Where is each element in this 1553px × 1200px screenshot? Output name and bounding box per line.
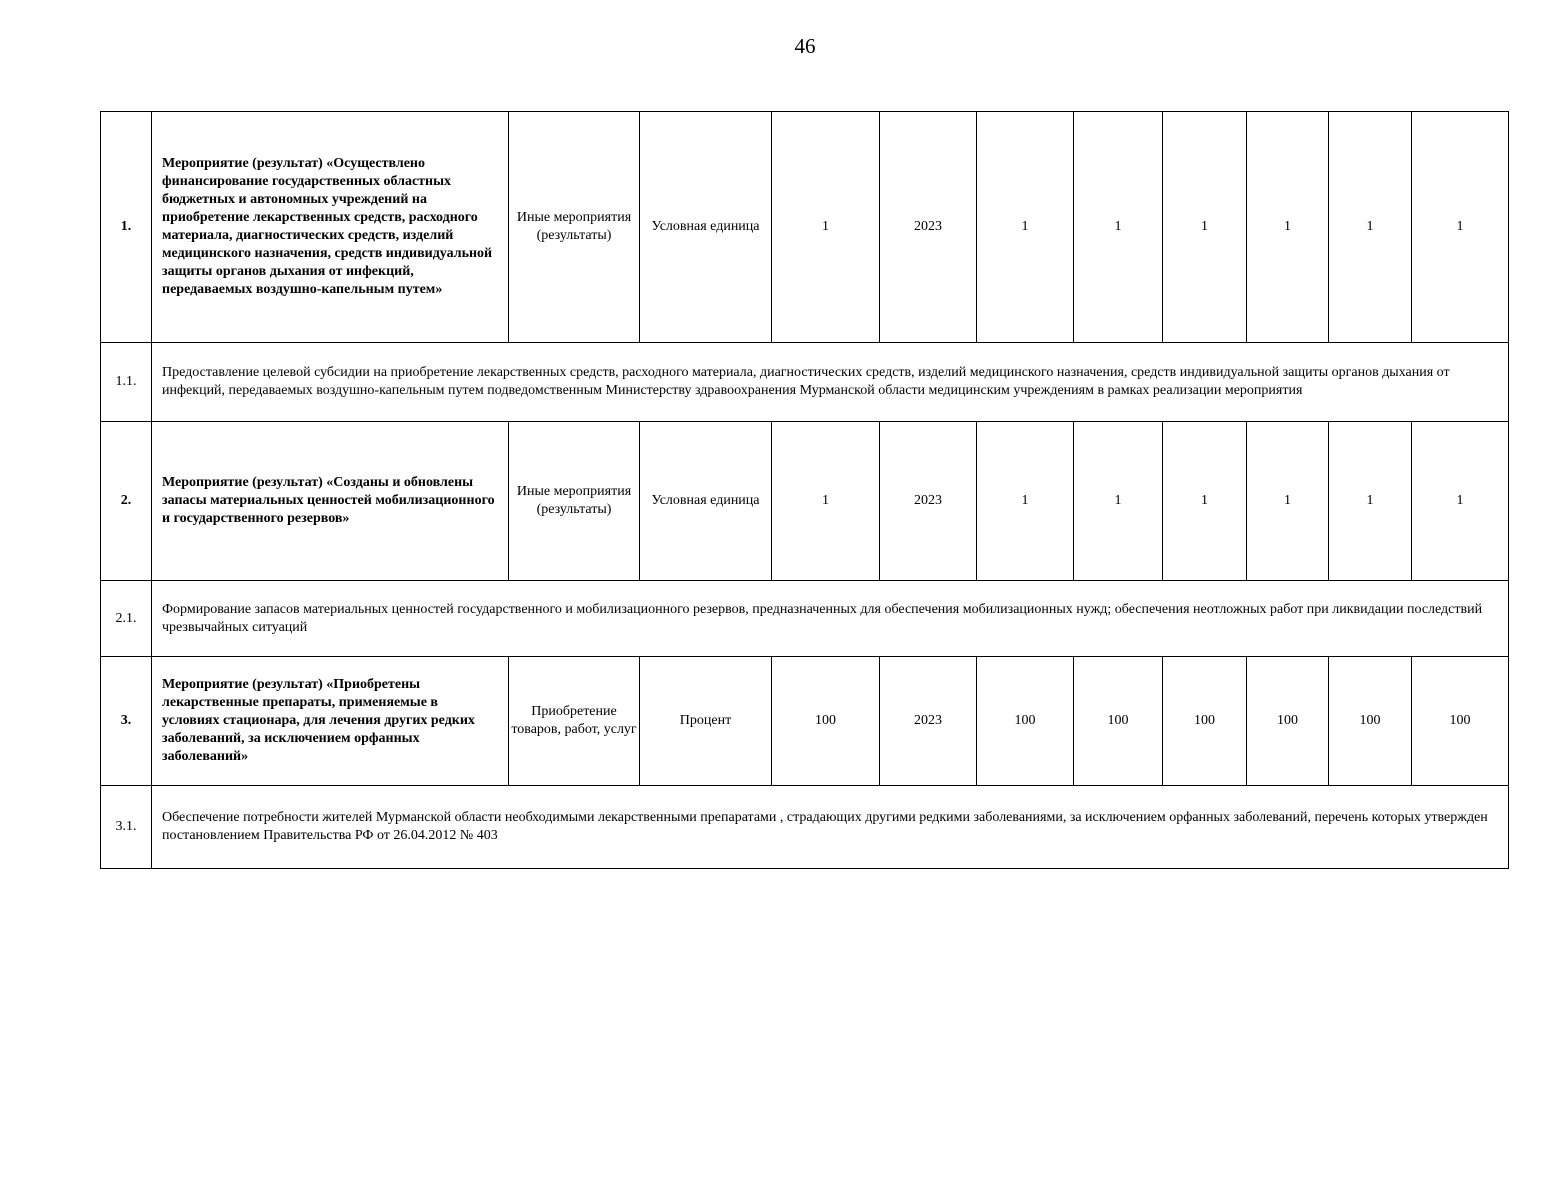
year-value: 1 [1412, 422, 1509, 581]
base-value: 100 [772, 657, 880, 786]
page-number: 46 [794, 34, 816, 58]
table-row [101, 786, 1509, 869]
table-row [101, 657, 1509, 786]
table-row [101, 422, 1509, 581]
measure-type: Иные мероприятия (результаты) [509, 422, 640, 581]
year-value: 100 [1412, 657, 1509, 786]
row-number: 3. [101, 657, 152, 786]
base-year: 2023 [880, 112, 977, 343]
year-value: 100 [1074, 657, 1163, 786]
row-number: 2. [101, 422, 152, 581]
year-value: 100 [1329, 657, 1412, 786]
row-number: 1. [101, 112, 152, 343]
year-value: 1 [1074, 112, 1163, 343]
measure-description: Предоставление целевой субсидии на приобретение лекарственных средств, расходного материала, диагностических средств, изделий медицинского назначения, средств индивидуальной защиты органов дыхания от инфекций, передаваемых воздушно-капельным путем подведомственным Министерству здравоохранения Мурманской области медицинским учреждениям в рамках реализации мероприятия [152, 343, 1509, 422]
year-value: 1 [1412, 112, 1509, 343]
table-row [101, 112, 1509, 343]
year-value: 1 [1247, 112, 1329, 343]
sub-row-number: 3.1. [101, 786, 152, 869]
base-year: 2023 [880, 422, 977, 581]
year-value: 1 [1329, 112, 1412, 343]
year-value: 100 [977, 657, 1074, 786]
measure-unit: Условная единица [640, 112, 772, 343]
table-row [101, 343, 1509, 422]
measure-type: Иные мероприятия (результаты) [509, 112, 640, 343]
table-row [101, 581, 1509, 657]
sub-row-number: 1.1. [101, 343, 152, 422]
measure-title: Мероприятие (результат) «Приобретены лекарственные препараты, применяемые в условиях стационара, для лечения других редких заболеваний, за исключением орфанных заболеваний» [152, 657, 509, 786]
sub-row-number: 2.1. [101, 581, 152, 657]
measure-description: Формирование запасов материальных ценностей государственного и мобилизационного резервов, предназначенных для обеспечения мобилизационных нужд; обеспечения неотложных работ при ликвидации последствий чрезвычайных ситуаций [152, 581, 1509, 657]
base-value: 1 [772, 422, 880, 581]
measure-unit: Процент [640, 657, 772, 786]
measures-table [100, 111, 1509, 869]
year-value: 100 [1247, 657, 1329, 786]
year-value: 1 [1074, 422, 1163, 581]
year-value: 1 [977, 422, 1074, 581]
year-value: 1 [977, 112, 1074, 343]
year-value: 100 [1163, 657, 1247, 786]
measure-unit: Условная единица [640, 422, 772, 581]
year-value: 1 [1163, 422, 1247, 581]
base-year: 2023 [880, 657, 977, 786]
year-value: 1 [1163, 112, 1247, 343]
measure-title: Мероприятие (результат) «Созданы и обновлены запасы материальных ценностей мобилизационного и государственного резервов» [152, 422, 509, 581]
year-value: 1 [1329, 422, 1412, 581]
measure-description: Обеспечение потребности жителей Мурманской области необходимыми лекарственными препаратами , страдающих другими редкими заболеваниями, за исключением орфанных заболеваний, перечень которых утвержден постановлением Правительства РФ от 26.04.2012 № 403 [152, 786, 1509, 869]
year-value: 1 [1247, 422, 1329, 581]
measure-type: Приобретение товаров, работ, услуг [509, 657, 640, 786]
base-value: 1 [772, 112, 880, 343]
measure-title: Мероприятие (результат) «Осуществлено финансирование государственных областных бюджетных и автономных учреждений на приобретение лекарственных средств, расходного материала, диагностических средств, изделий медицинского назначения, средств индивидуальной защиты органов дыхания от инфекций, передаваемых воздушно-капельным путем» [152, 112, 509, 343]
